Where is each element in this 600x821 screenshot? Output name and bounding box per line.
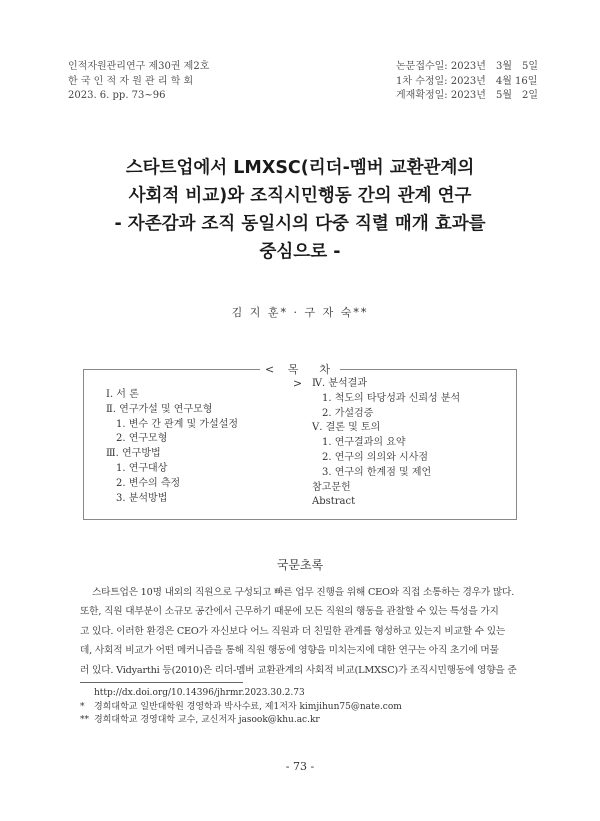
title-line: 사회적 비교)와 조직시민행동 간의 관계 연구 (128, 186, 472, 206)
toc-subitem: 2. 연구모형 (116, 433, 168, 445)
toc-subitem: 1. 척도의 타당성과 신뢰성 분석 (322, 392, 461, 404)
journal-issue: 2023. 6. pp. 73~96 (68, 90, 166, 101)
footnote-author-1 (80, 701, 402, 715)
footnote-author-2 (80, 714, 402, 728)
abstract-line: 또한, 직원 대부분이 소규모 공간에서 근무하기 때문에 모든 직원의 행동을 관찰할 수 있는 특성을 가지 (80, 606, 499, 618)
toc-column-left (106, 388, 238, 506)
abstract-line: 고 있다. 이러한 환경은 CEO가 자신보다 어느 직원과 더 친밀한 관계를 형성하고 있는지 비교할 수 있는 (80, 625, 506, 637)
abstract-line: 데, 사회적 비교가 어떤 메커니즘을 통해 직원 행동에 영향을 미치는지에 대한 연구는 아직 초기에 머물 (80, 645, 499, 657)
table-of-contents (83, 363, 517, 520)
title-line: 스타트업에서 LMXSC(리더-멤버 교환관계의 (125, 158, 475, 178)
toc-column-right (312, 377, 460, 510)
toc-item: Abstract (312, 496, 356, 508)
journal-society: 한 국 인 적 자 원 관 리 학 회 (68, 75, 194, 87)
abstract-body (80, 583, 525, 680)
toc-item: 참고문헌 (312, 481, 351, 493)
abstract-line: 러 있다. Vidyarthi 등(2010)은 리더-멤버 교환관계의 사회적 비교(LMXSC)가 조직시민행동에 영향을 준 (80, 664, 517, 676)
paper-title (60, 154, 540, 266)
journal-name: 인적자원관리연구 제30권 제2호 (68, 61, 210, 72)
date-received: 논문접수일: 2023년 3월 5일 (396, 61, 539, 72)
footnote-text: 경희대학교 일반대학원 경영학과 박사수료, 제1저자 kimjihun75@nate.com (94, 701, 402, 712)
toc-subitem: 2. 변수의 측정 (116, 477, 181, 489)
title-line: 중심으로 - (259, 242, 341, 262)
toc-item: Ⅳ. 분석결과 (312, 378, 367, 389)
page-number: - 73 - (285, 760, 315, 773)
toc-subitem: 2. 가설검증 (322, 407, 374, 419)
footnote-mark: ** (80, 715, 89, 725)
toc-subitem: 3. 연구의 한계점 및 제언 (322, 466, 432, 478)
footnote-mark: * (80, 701, 85, 712)
toc-item: Ⅰ. 서 론 (106, 389, 139, 400)
footnote-divider (80, 682, 243, 683)
abstract-line: 스타트업은 10명 내외의 직원으로 구성되고 빠른 업무 진행을 위해 CEO와 직접 소통하는 경우가 많다. (92, 587, 515, 598)
abstract-title: 국문초록 (276, 558, 324, 572)
footnotes (80, 687, 402, 728)
doi-link[interactable]: http://dx.doi.org/10.14396/jhrmr.2023.30.2.73 (94, 688, 305, 698)
toc-subitem: 3. 분석방법 (116, 492, 168, 504)
footnote-text: 경희대학교 경영대학 교수, 교신저자 jasook@khu.ac.kr (94, 715, 320, 725)
title-line: - 자존감과 조직 동일시의 다중 직렬 매개 효과를 (114, 214, 486, 234)
toc-subitem: 2. 연구의 의의와 시사점 (322, 451, 429, 463)
toc-item: Ⅴ. 결론 및 토의 (312, 422, 381, 434)
date-accepted: 게재확정일: 2023년 5월 2일 (396, 90, 539, 101)
toc-item: Ⅱ. 연구가설 및 연구모형 (106, 403, 213, 415)
toc-heading: < 목 차 > (260, 361, 340, 390)
toc-subitem: 1. 연구결과의 요약 (322, 437, 406, 449)
journal-info (68, 60, 209, 104)
toc-item: Ⅲ. 연구방법 (106, 448, 161, 460)
toc-subitem: 1. 연구대상 (116, 462, 168, 474)
toc-subitem: 1. 변수 간 관계 및 가설설정 (116, 418, 239, 430)
date-revised: 1차 수정일: 2023년 4월 16일 (396, 75, 538, 87)
paper-dates (396, 60, 538, 104)
authors: 김 지 훈* · 구 자 숙** (231, 306, 369, 319)
